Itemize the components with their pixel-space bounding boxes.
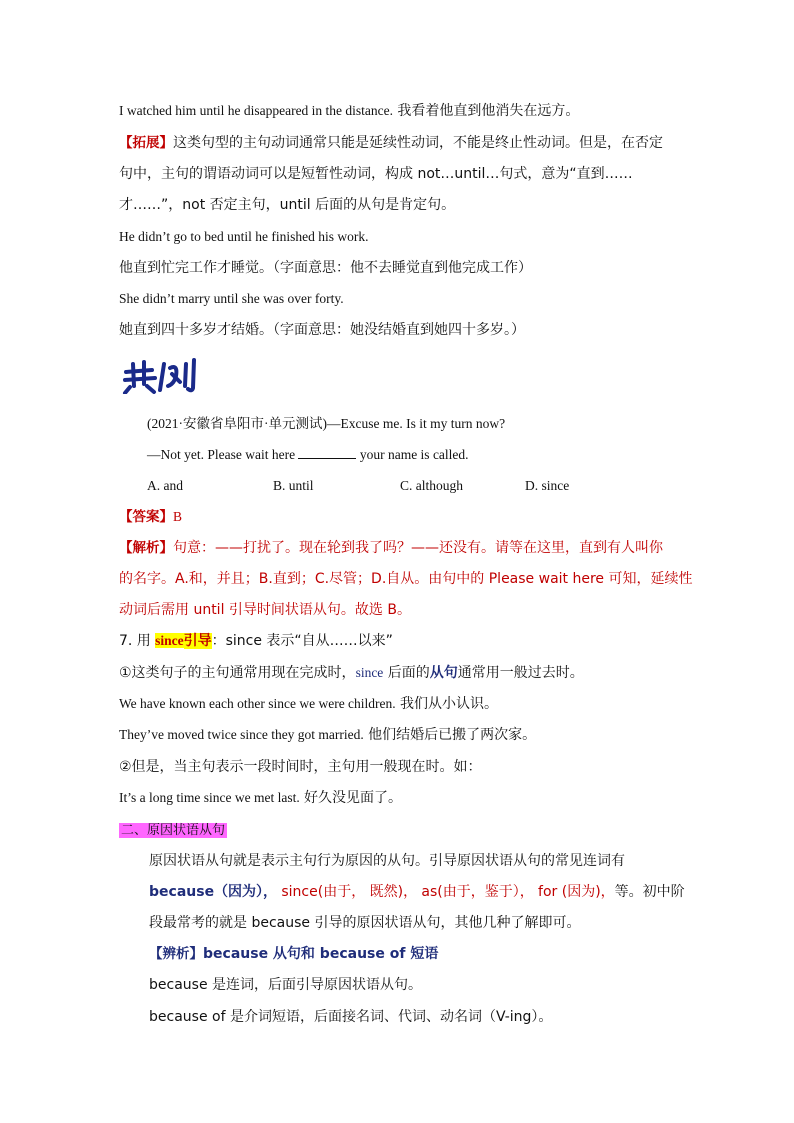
option-c: C. although bbox=[400, 478, 463, 493]
example-sentence-6: It’s a long time since we met last. 好久没见面了。 bbox=[119, 790, 403, 806]
distinction-heading: 【辨析】because 从句和 because of 短语 bbox=[149, 946, 439, 962]
answer-line: 【答案】B bbox=[119, 509, 183, 525]
example-sentence-3-cn: 她直到四十多岁才结婚。（字面意思：她没结婚直到她四十多岁。） bbox=[119, 322, 525, 338]
option-d: D. since bbox=[525, 478, 570, 493]
extension-paragraph-line-3: 才……”，not 否定主句，until 后面的从句是肯定句。 bbox=[119, 197, 456, 213]
example-sentence-4: We have known each other since we were children. 我们从小认识。 bbox=[119, 696, 498, 712]
cause-paragraph-line-3: 段最常考的就是 because 引导的原因状语从句，其他几种了解即可。 bbox=[149, 915, 581, 931]
extension-paragraph-line-2: 句中，主句的谓语动词可以是短暂性动词，构成 not…until…句式，意为“直到…… bbox=[119, 166, 633, 182]
question-dialogue: —Not yet. Please wait here your name is called. bbox=[147, 447, 469, 462]
example-sentence-3-en: She didn’t marry until she was over forty. bbox=[119, 291, 344, 306]
extension-paragraph-line-1: 【拓展】这类句型的主句动词通常只能是延续性动词，不能是终止性动词。但是，在否定 bbox=[119, 135, 663, 151]
point-1: ①这类句子的主句通常用现在完成时，since 后面的从句通常用一般过去时。 bbox=[119, 665, 584, 681]
example-sentence-1: I watched him until he disappeared in the distance. 我看着他直到他消失在远方。 bbox=[119, 103, 580, 119]
cause-paragraph-line-2: because（因为）， since(由于， 既然)， as(由于，鉴于）， for (因为)，等。初中阶 bbox=[149, 884, 685, 900]
distinction-line-1: because 是连词，后面引导原因状语从句。 bbox=[149, 977, 423, 993]
analysis-line-2: 的名字。A.和，并且；B.直到；C.尽管；D.自从。由句中的 Please wait here 可知，延续性 bbox=[119, 571, 693, 587]
analysis-line-3: 动词后需用 until 引导时间状语从句。故选 B。 bbox=[119, 602, 411, 618]
distinction-line-2: because of 是介词短语，后面接名词、代词、动名词（V-ing）。 bbox=[149, 1009, 553, 1025]
question-stem: (2021·安徽省阜阳市·单元测试)—Excuse me. Is it my turn now? bbox=[147, 416, 506, 431]
answer-blank bbox=[298, 446, 356, 459]
example-seal-icon bbox=[122, 356, 202, 394]
option-b: B. until bbox=[273, 478, 314, 493]
cause-paragraph-line-1: 原因状语从句就是表示主句行为原因的从句。引导原因状语从句的常见连词有 bbox=[149, 853, 625, 869]
point-2: ②但是，当主句表示一段时间时，主句用一般现在时。如： bbox=[119, 759, 482, 775]
option-a: A. and bbox=[147, 478, 183, 493]
analysis-line-1: 【解析】句意：——打扰了。现在轮到我了吗？——还没有。请等在这里，直到有人叫你 bbox=[119, 540, 663, 556]
section-7-heading: 7. 用 since引导：since 表示“自从……以来” bbox=[119, 633, 393, 649]
example-sentence-2-en: He didn’t go to bed until he finished his work. bbox=[119, 229, 369, 244]
section-2-heading: 二、原因状语从句 bbox=[121, 823, 226, 838]
example-sentence-2-cn: 他直到忙完工作才睡觉。（字面意思：他不去睡觉直到他完成工作） bbox=[119, 260, 532, 276]
example-sentence-5: They’ve moved twice since they got married. 他们结婚后已搬了两次家。 bbox=[119, 727, 537, 743]
